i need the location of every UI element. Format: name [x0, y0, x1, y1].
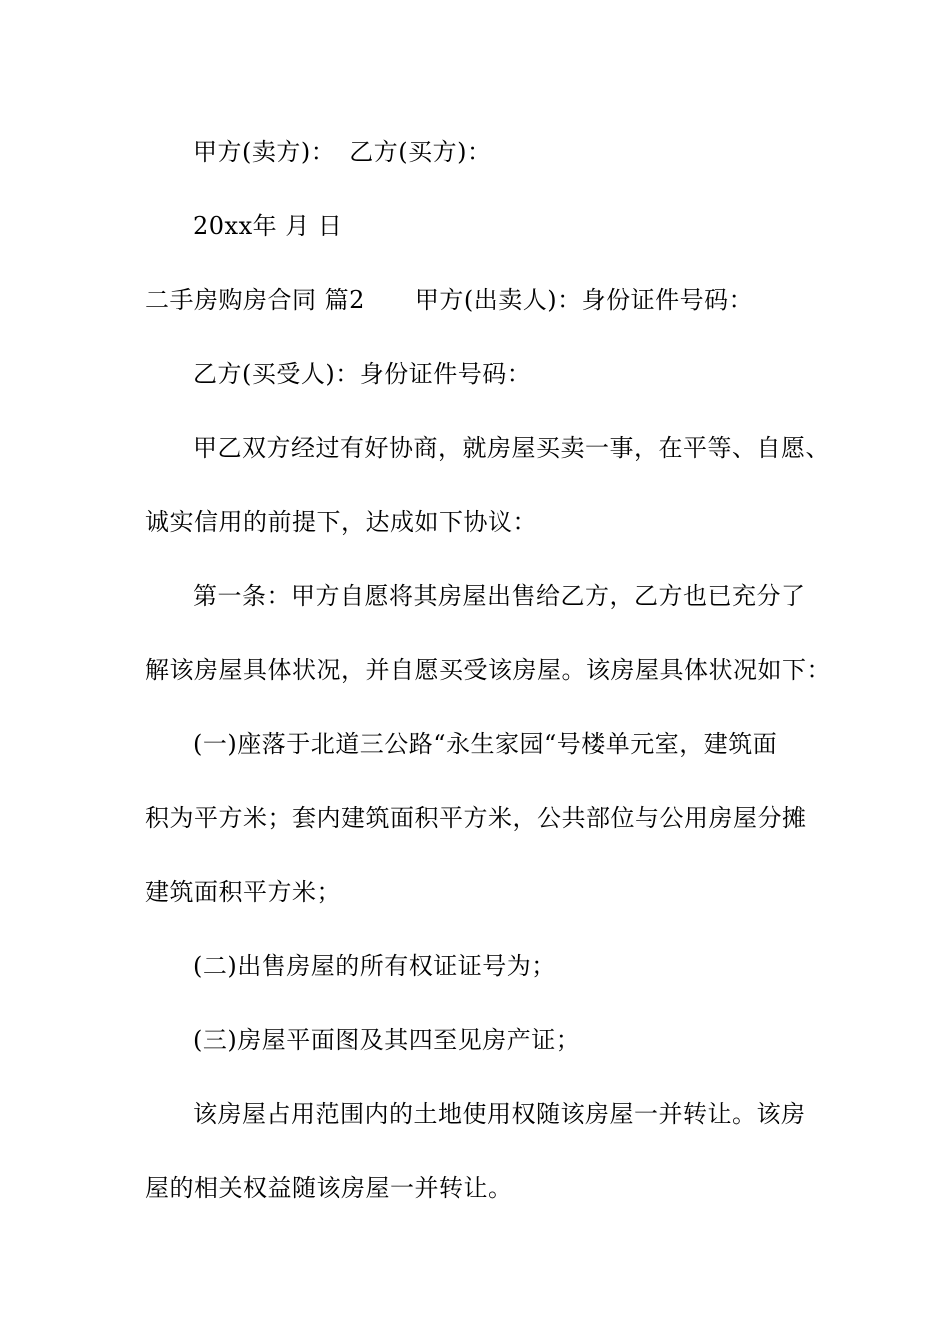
land-rights-line-2: 屋的相关权益随该房屋一并转让。	[145, 1174, 513, 1202]
signature-party-b: 乙方(买方)：	[349, 138, 492, 166]
section-heading-line	[145, 283, 753, 317]
article-1-line-2: 解该房屋具体状况，并自愿买受该房屋。该房屋具体状况如下：	[145, 656, 831, 684]
intro-paragraph-line-1: 甲乙双方经过有好协商，就房屋买卖一事，在平等、自愿、	[193, 434, 830, 462]
item-1-line-1: (一)座落于北道三公路“永生家园“号楼单元室，建筑面	[193, 730, 778, 758]
item-1-line-3: 建筑面积平方米；	[145, 878, 341, 906]
item-2: (二)出售房屋的所有权证证号为；	[193, 952, 556, 980]
signature-line	[193, 135, 491, 169]
section-heading: 二手房购房合同 篇2	[145, 286, 365, 314]
intro-paragraph-line-2: 诚实信用的前提下，达成如下协议：	[145, 508, 537, 536]
date-line: 20xx年 月 日	[193, 212, 343, 240]
signature-party-a: 甲方(卖方)：	[193, 138, 336, 166]
article-1-line-1: 第一条：甲方自愿将其房屋出售给乙方，乙方也已充分了	[193, 582, 806, 610]
party-a-line: 甲方(出卖人)：身份证件号码：	[414, 286, 754, 314]
party-b-line: 乙方(买受人)：身份证件号码：	[193, 360, 532, 388]
land-rights-line-1: 该房屋占用范围内的土地使用权随该房屋一并转让。该房	[193, 1100, 806, 1128]
item-3: (三)房屋平面图及其四至见房产证；	[193, 1026, 581, 1054]
item-1-line-2: 积为平方米；套内建筑面积平方米，公共部位与公用房屋分摊	[145, 804, 807, 832]
